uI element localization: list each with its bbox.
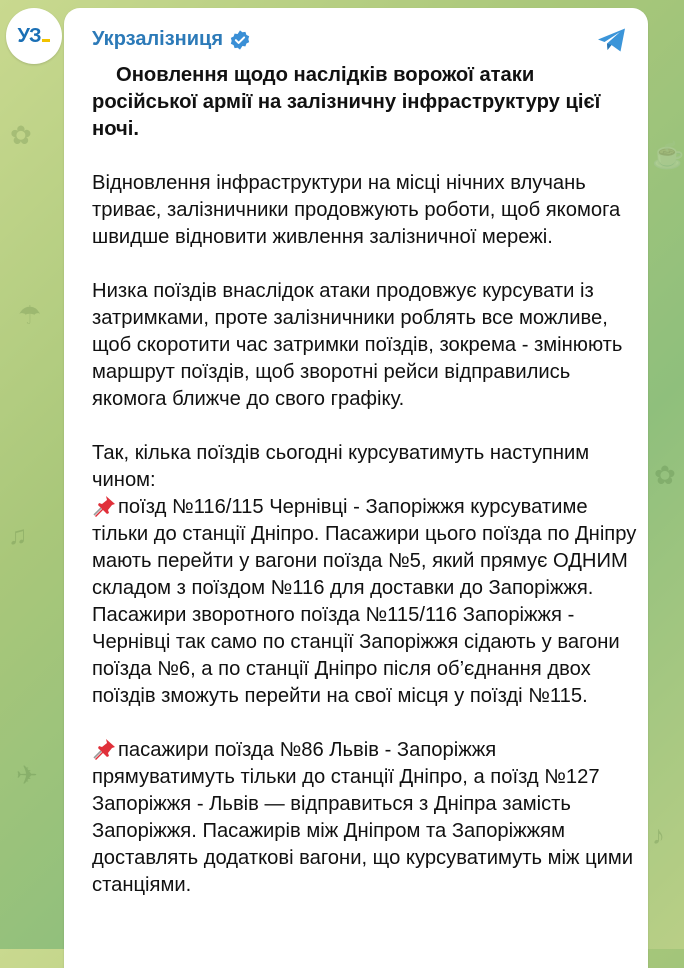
train-116-text: поїзд №116/115 Чернівці - Запоріжжя курсуватиме тільки до станції Дніпро. Пасажири цього поїзда по Дніпру мають перейти у вагони поїзда №5, який прямує ОДНИМ складом з поїздом №116 для доставки до Запоріжжя. (92, 496, 637, 599)
message-text (92, 62, 638, 899)
paragraph-return-train: Пасажири зворотного поїзда №115/116 Запоріжжя - Чернівці так само по станції Запоріжжя сідають у вагони поїзда №6, а по станції Дніпро після об’єднання двох поїздів зможуть перейти на свої місця у поїзді №115. (92, 604, 620, 707)
train-86-text: пасажири поїзда №86 Львів - Запоріжжя прямуватимуть тільки до станції Дніпро, а поїзд №127 Запоріжжя - Львів — відправиться з Дніпра замість Запоріжжя. Пасажирів між Дніпром та Запоріжжям доставлять додаткові вагони, що курсуватимуть між цими станціями. (92, 739, 634, 896)
background-pattern: ♪ (652, 820, 665, 850)
verified-badge-icon (229, 29, 251, 51)
pushpin-icon (92, 495, 116, 517)
list-item-train-86 (92, 737, 638, 899)
channel-name[interactable]: Укрзалізниця (92, 28, 223, 50)
message-headline: Оновлення щодо наслідків ворожої атаки російської армії на залізничну інфраструктуру цієї ночі. (92, 64, 601, 140)
pushpin-icon (92, 738, 116, 760)
paragraph-delays: Низка поїздів внаслідок атаки продовжує курсувати із затримками, проте залізничники роблять все можливе, щоб скоротити час затримки поїздів, зокрема - змінюють маршрут поїздів, щоб зворотні рейси відправились якомога ближче до свого графіку. (92, 280, 623, 410)
message-header (92, 28, 251, 51)
message-bubble (64, 8, 648, 968)
background-pattern: ☕ (652, 140, 684, 170)
list-item-train-116 (92, 494, 638, 602)
background-pattern: ✿ (10, 120, 32, 150)
background-pattern: ✈ (16, 760, 38, 790)
uz-logo-icon (18, 25, 51, 48)
paragraph-intro: Так, кілька поїздів сьогодні курсуватимуть наступним чином: (92, 442, 590, 491)
channel-avatar[interactable] (6, 8, 62, 64)
background-pattern: ♫ (8, 520, 28, 550)
background-pattern: ☂ (18, 300, 42, 330)
avatar-text: УЗ (17, 24, 41, 47)
paragraph-restoration: Відновлення інфраструктури на місці нічних влучань триває, залізничники продовжують роботи, щоб якомога швидше відновити живлення залізничної мережі. (92, 172, 621, 248)
background-pattern: ✿ (654, 460, 676, 490)
telegram-share-icon[interactable] (596, 26, 628, 54)
